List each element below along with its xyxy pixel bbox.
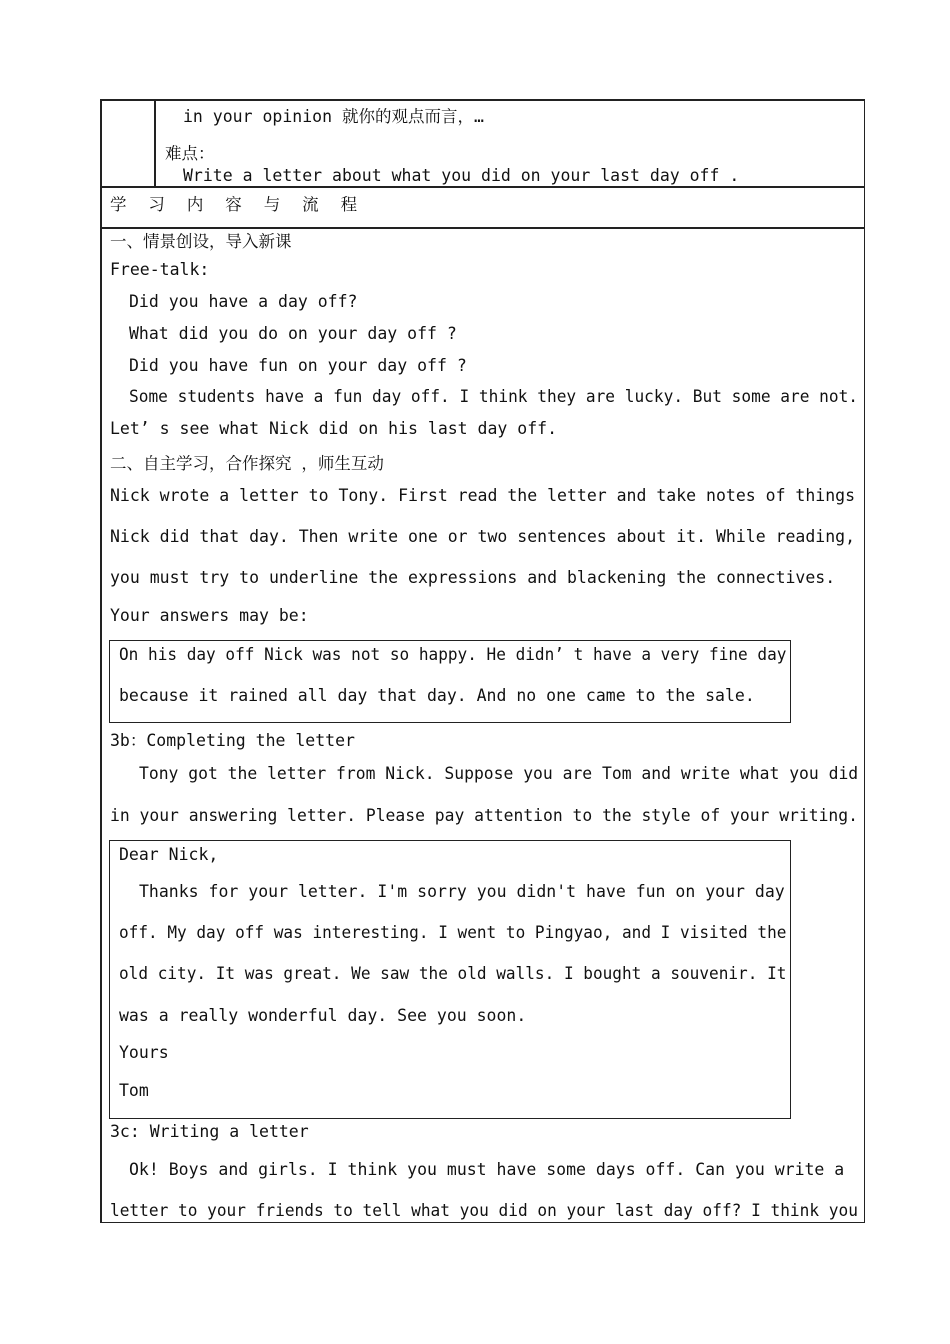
content-flow-header: 学 习 内 容 与 流 程 (110, 195, 364, 214)
table-border-right (864, 99, 866, 1223)
table-border-left (100, 99, 102, 1223)
instruction-line: you must try to underline the expressions and blackening the connectives. (110, 568, 836, 587)
free-talk-question: Did you have a day off? (129, 292, 358, 311)
writing-text-line: letter to your friends to tell what you did on your last day off? I think you (110, 1201, 858, 1220)
table-border-bottom (100, 1222, 865, 1224)
letter-body-line: was a really wonderful day. See you soon. (119, 1006, 527, 1025)
free-talk-question: What did you do on your day off ? (129, 324, 457, 343)
writing-text-line: Ok! Boys and girls. I think you must have some days off. Can you write a (129, 1160, 845, 1179)
free-talk-question: Did you have fun on your day off ? (129, 356, 467, 375)
instruction-line: in your answering letter. Please pay attention to the style of your writing. (110, 806, 858, 825)
opinion-phrase: in your opinion 就你的观点而言，… (183, 107, 484, 126)
instruction-line: Nick wrote a letter to Tony. First read the letter and take notes of things (110, 486, 856, 505)
letter-greeting: Dear Nick, (119, 845, 219, 864)
intro-paragraph-line: Some students have a fun day off. I think they are lucky. But some are not. (129, 387, 859, 406)
difficulty-label: 难点： (165, 144, 215, 163)
letter-closing: Yours (119, 1043, 169, 1062)
instruction-line: Tony got the letter from Nick. Suppose you are Tom and write what you did (139, 764, 859, 783)
answer-line: On his day off Nick was not so happy. He didn’ t have a very fine day (119, 645, 787, 664)
section2-title: 二、自主学习，合作探究 ，师生互动 (110, 454, 384, 473)
answers-label: Your answers may be: (110, 606, 309, 625)
letter-body-line: Thanks for your letter. I'm sorry you didn't have fun on your day (139, 882, 785, 901)
column-divider (154, 99, 156, 187)
answer-line: because it rained all day that day. And no one came to the sale. (119, 686, 755, 705)
row-divider-1 (100, 186, 865, 188)
table-border-top (100, 99, 865, 101)
intro-paragraph-line: Let’ s see what Nick did on his last day off. (110, 419, 558, 438)
instruction-line: Nick did that day. Then write one or two sentences about it. While reading, (110, 527, 856, 546)
free-talk-label: Free-talk: (110, 260, 210, 279)
section1-title: 一、情景创设，导入新课 (110, 232, 292, 251)
difficulty-text: Write a letter about what you did on your last day off . (183, 166, 740, 185)
section3c-title: 3c: Writing a letter (110, 1122, 309, 1141)
letter-body-line: off. My day off was interesting. I went to Pingyao, and I visited the (119, 923, 787, 942)
letter-body-line: old city. It was great. We saw the old walls. I bought a souvenir. It (119, 964, 787, 983)
letter-signature: Tom (119, 1081, 149, 1100)
section3b-title: 3b：Completing the letter (110, 731, 355, 750)
